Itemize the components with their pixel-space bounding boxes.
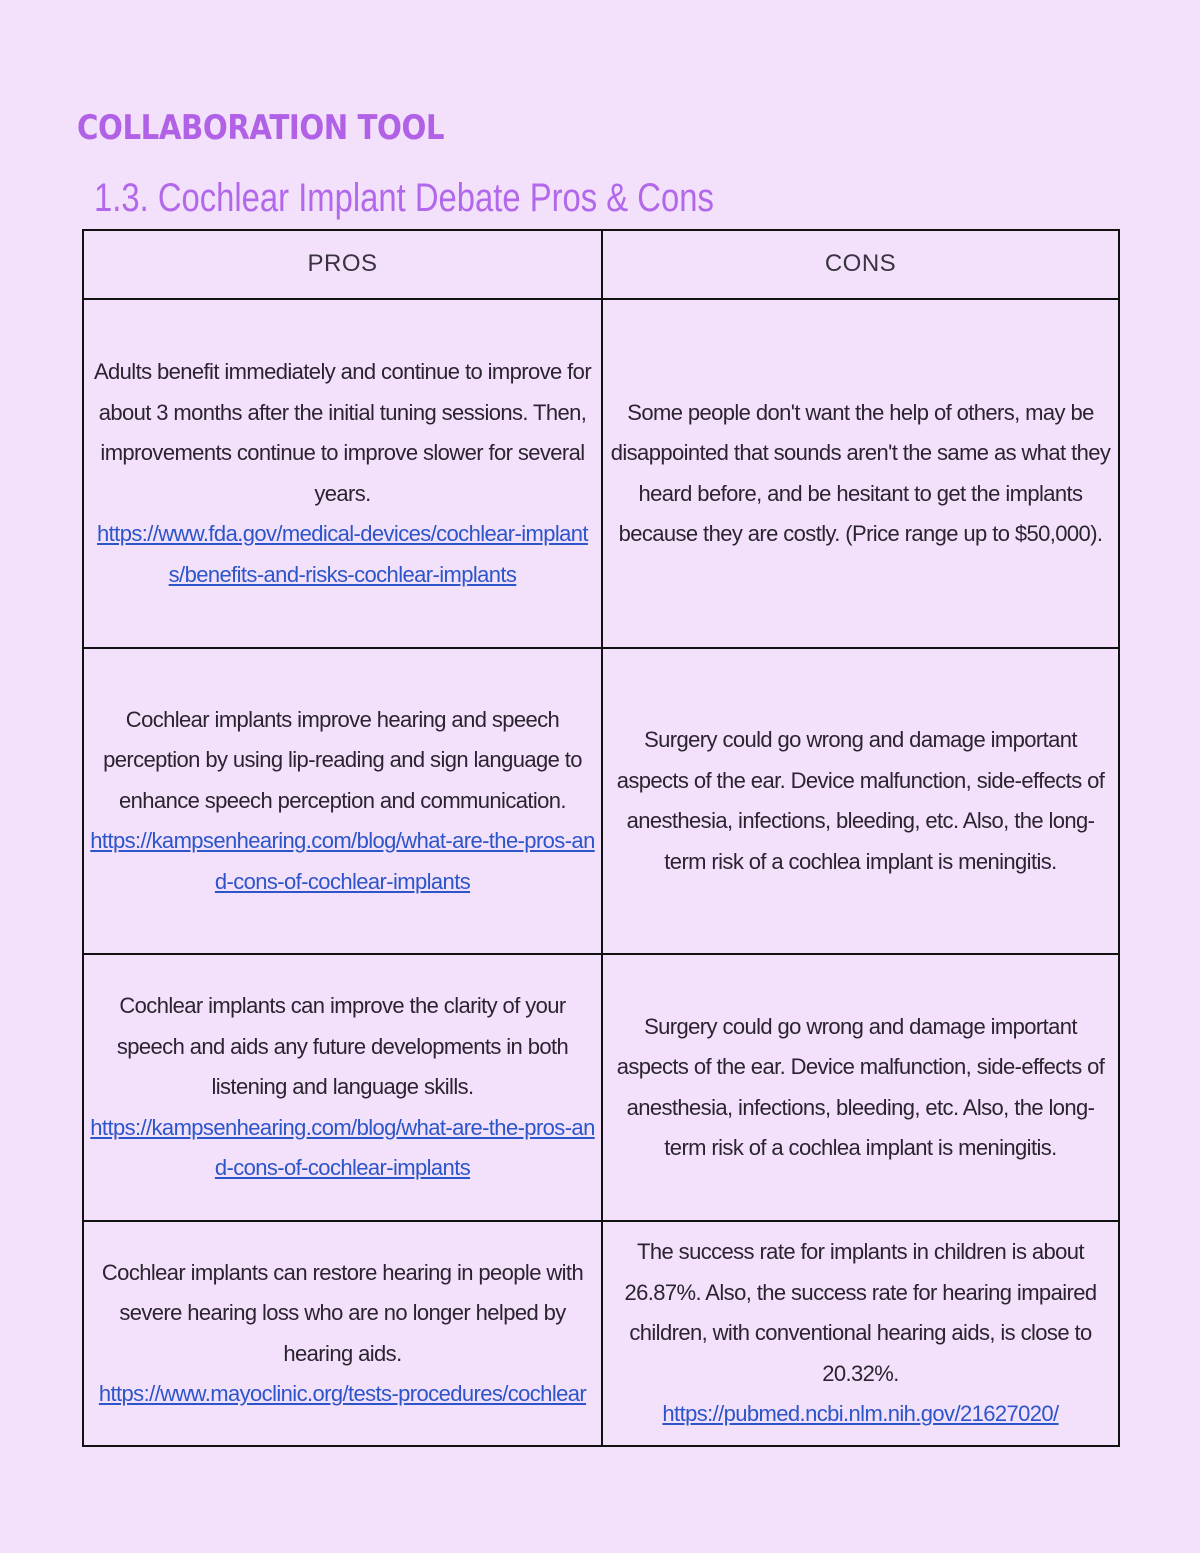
- pros-cell: [83, 1221, 602, 1446]
- table-row: [83, 954, 1119, 1221]
- cons-text: Some people don't want the help of others, may be disappointed that sounds aren't the same as what they heard before, and be hesitant to get the implants because they are costly. (Price range up to $50,000).: [610, 399, 1111, 546]
- pros-cell: [83, 299, 602, 648]
- table-row: [83, 1221, 1119, 1446]
- cons-cell: [602, 1221, 1119, 1446]
- pros-source-link[interactable]: https://kampsenhearing.com/blog/what-are-the-pros-and-cons-of-cochlear-implants: [90, 1114, 595, 1181]
- table-row: [83, 299, 1119, 648]
- cons-cell: [602, 954, 1119, 1221]
- pros-source-link[interactable]: https://www.fda.gov/medical-devices/cochlear-implants/benefits-and-risks-cochlear-implants: [97, 521, 588, 587]
- cons-text: Surgery could go wrong and damage important aspects of the ear. Device malfunction, side-effects of anesthesia, infections, bleeding, etc. Also, the long-term risk of a cochlea implant is meningitis.: [616, 1013, 1105, 1160]
- pros-text: Cochlear implants improve hearing and speech perception by using lip-reading and sign language to enhance speech perception and communication.: [103, 706, 582, 813]
- collaboration-tool-label: COLLABORATION TOOL: [77, 108, 445, 148]
- cons-source-link[interactable]: https://pubmed.ncbi.nlm.nih.gov/21627020/: [662, 1401, 1059, 1427]
- pros-cons-table: [82, 229, 1120, 1447]
- cons-cell: [602, 299, 1119, 648]
- pros-source-link[interactable]: https://kampsenhearing.com/blog/what-are-the-pros-and-cons-of-cochlear-implants: [90, 828, 595, 894]
- pros-text: Adults benefit immediately and continue to improve for about 3 months after the initial tuning sessions. Then, improvements continue to improve slower for several years.: [93, 359, 592, 506]
- page-title: 1.3. Cochlear Implant Debate Pros & Cons: [94, 176, 714, 220]
- pros-text: Cochlear implants can restore hearing in people with severe hearing loss who are no longer helped by hearing aids.: [101, 1259, 584, 1366]
- pros-text: Cochlear implants can improve the clarity of your speech and aids any future developments in both listening and language skills.: [116, 993, 569, 1100]
- cons-text: The success rate for implants in children is about 26.87%. Also, the success rate for hearing impaired children, with conventional hearing aids, is close to 20.32%.: [624, 1239, 1097, 1386]
- table-header-row: [83, 230, 1119, 299]
- cons-column-header: CONS: [602, 230, 1119, 299]
- pros-column-header: PROS: [83, 230, 602, 299]
- pros-cell: [83, 648, 602, 954]
- table-row: [83, 648, 1119, 954]
- cons-text: Surgery could go wrong and damage important aspects of the ear. Device malfunction, side-effects of anesthesia, infections, bleeding, etc. Also, the long-term risk of a cochlea implant is meningitis.: [616, 727, 1105, 874]
- cons-cell: [602, 648, 1119, 954]
- pros-source-link[interactable]: https://www.mayoclinic.org/tests-procedures/cochlear: [98, 1381, 587, 1406]
- pros-cell: [83, 954, 602, 1221]
